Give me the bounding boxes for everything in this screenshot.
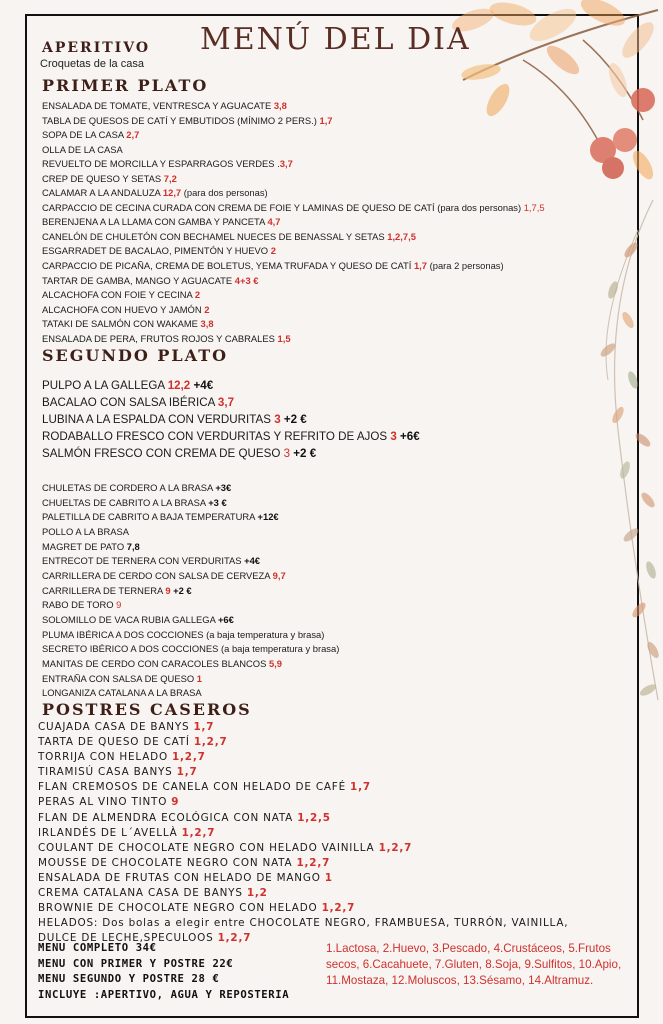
primer-dish: [42, 215, 545, 230]
meat-dish: [42, 496, 339, 511]
primer-dish: [42, 186, 545, 201]
allergen-codes: 7,2: [163, 172, 177, 184]
fish-dish: [42, 377, 420, 394]
allergen-codes: 9,7: [272, 569, 286, 581]
dish-name: TATAKI DE SALMÓN CON WAKAME: [42, 318, 201, 330]
primer-dish: [42, 244, 545, 259]
dish-name: ALCACHOFA CON HUEVO Y JAMÓN: [42, 303, 205, 315]
dish-name: CUAJADA CASA DE BANYS: [38, 721, 194, 733]
allergen-codes: 1: [324, 871, 333, 884]
allergen-codes: 1: [196, 672, 202, 684]
allergen-codes: 1,7: [413, 260, 428, 272]
allergen-codes: 1,2,7: [217, 932, 252, 945]
primer-plato-list: [42, 99, 545, 346]
allergen-codes: 3: [390, 430, 397, 444]
dish-name: ENSALADA DE FRUTAS CON HELADO DE MANGO: [38, 871, 325, 884]
fish-dish: [42, 411, 420, 428]
dessert-item: [38, 916, 568, 931]
price-supplement: +6€: [217, 613, 234, 625]
allergen-legend: 1.Lactosa, 2.Huevo, 3.Pescado, 4.Crustáceos, 5.Frutos secos, 6.Cacahuete, 7.Gluten, 8.Soja, 9.Sulfitos, 10.Apio, 11.Mostaza, 12.Moluscos, 13.Sésamo, 14.Altramuz.: [326, 942, 622, 988]
dessert-item: [38, 720, 568, 735]
allergen-codes: 4,7: [267, 216, 281, 228]
allergen-codes: 4+3 €: [234, 274, 259, 286]
price-supplement: +3 €: [208, 496, 227, 508]
meat-dish: [42, 481, 339, 496]
aperitivo-heading: APERITIVO: [42, 40, 151, 56]
dish-name: SOLOMILLO DE VACA RUBIA GALLEGA: [42, 613, 218, 625]
dish-note: (para dos personas): [181, 187, 268, 199]
dish-name: TABLA DE QUESOS DE CATÍ Y EMBUTIDOS (MÍNIMO 2 PERS.): [42, 114, 320, 126]
dish-name: POLLO A LA BRASA: [42, 525, 130, 537]
fish-dish: [42, 445, 420, 462]
postres-heading: POSTRES CASEROS: [42, 700, 252, 719]
dish-name: MAGRET DE PATO: [42, 540, 127, 552]
dish-name: RABO DE TORO: [42, 599, 117, 611]
dish-name: COULANT DE CHOCOLATE NEGRO CON HELADO VAINILLA: [38, 841, 379, 854]
allergen-codes: 2: [204, 303, 210, 315]
allergen-codes: 9: [171, 796, 180, 809]
dish-name: ENTRECOT DE TERNERA CON VERDURITAS: [42, 555, 245, 567]
allergen-codes: 9: [116, 599, 122, 611]
meat-dish: [42, 613, 339, 628]
dessert-item: [38, 765, 568, 780]
meat-dish: [42, 672, 339, 687]
allergen-codes: 1,2,7: [296, 856, 331, 869]
dessert-item: [38, 886, 568, 901]
dish-name: FLAN DE ALMENDRA ECOLÓGICA CON NATA: [38, 811, 298, 824]
allergen-codes: 3,7: [217, 396, 235, 410]
primer-dish: [42, 172, 545, 187]
dish-name: CREP DE QUESO Y SETAS: [42, 172, 164, 184]
segundo-fish-list: [42, 377, 420, 462]
allergen-codes: 2,7: [126, 129, 140, 141]
primer-dish: [42, 317, 545, 332]
dish-name: PALETILLA DE CABRITO A BAJA TEMPERATURA: [42, 511, 258, 523]
meat-dish: [42, 510, 339, 525]
price-supplement: +4€: [244, 555, 261, 567]
dessert-item: [38, 735, 568, 750]
allergen-codes: 1,2,7,5: [387, 230, 416, 242]
dish-name: SALMÓN FRESCO CON CREMA DE QUESO: [42, 447, 284, 461]
dish-name: BACALAO CON SALSA IBÉRICA: [42, 396, 218, 410]
primer-dish: [42, 303, 545, 318]
allergen-codes: 5,9: [268, 657, 282, 669]
frame-bottom-line: [25, 1016, 639, 1018]
dish-name: ENSALADA DE PERA, FRUTOS ROJOS Y CABRALES: [42, 332, 278, 344]
primer-dish: [42, 259, 545, 274]
menu-prices: [38, 941, 289, 1003]
meat-dish: [42, 569, 339, 584]
dish-name: TARTAR DE GAMBA, MANGO Y AGUACATE: [42, 274, 235, 286]
allergen-codes: 1,2,7: [321, 902, 356, 915]
dessert-item: [38, 811, 568, 826]
allergen-codes: 1,2,7: [172, 751, 206, 764]
meat-dish: [42, 584, 339, 599]
dish-name: OLLA DE LA CASA: [42, 143, 123, 155]
allergen-codes: 1,7: [350, 781, 371, 794]
dish-name: SOPA DE LA CASA: [42, 129, 127, 141]
allergen-codes: 3,8: [200, 318, 214, 330]
allergen-codes: 1,7: [193, 721, 215, 733]
price-supplement: +2 €: [290, 447, 317, 461]
dish-name: DULCE DE LECHE,SPECULOOS: [38, 932, 218, 945]
meat-dish: [42, 525, 339, 540]
menu-price-line: MENU COMPLETO 34€: [38, 942, 157, 954]
allergen-codes: 9: [165, 584, 171, 596]
price-supplement: 7,8: [126, 540, 140, 552]
dessert-item: [38, 841, 568, 856]
menu-price-line: INCLUYE :APERTIVO, AGUA Y REPOSTERIA: [38, 988, 290, 1001]
fish-dish: [42, 394, 420, 411]
allergen-codes: 12,2: [167, 379, 191, 392]
meat-dish: [42, 540, 339, 555]
meat-dish: [42, 554, 339, 569]
segundo-meat-list: [42, 481, 339, 701]
allergen-codes: 1,5: [277, 332, 291, 344]
dish-name: CHULETAS DE CORDERO A LA BRASA: [42, 482, 216, 493]
allergen-codes: 3,7: [279, 158, 293, 170]
dish-name: CARRILLERA DE CERDO CON SALSA DE CERVEZA: [42, 569, 273, 581]
dish-name: TIRAMISÚ CASA BANYS: [38, 766, 177, 779]
dessert-item: [38, 871, 568, 886]
dish-name: SECRETO IBÉRICO A DOS COCCIONES (a baja temperatura y brasa): [42, 643, 340, 655]
postres-list: [38, 720, 568, 946]
allergen-codes: 12,7: [162, 187, 182, 199]
primer-dish: [42, 157, 545, 172]
allergen-codes: 1,7: [176, 766, 198, 779]
dish-name: PLUMA IBÉRICA A DOS COCCIONES (a baja temperatura y brasa): [42, 628, 325, 640]
dessert-item: [38, 901, 568, 916]
dish-name: TARTA DE QUESO DE CATÍ: [38, 736, 194, 749]
allergen-codes: 1,7,5: [523, 201, 545, 213]
dish-name: HELADOS: Dos bolas a elegir entre CHOCOLATE NEGRO, FRAMBUESA, TURRÓN, VAINILLA,: [38, 917, 569, 930]
menu-price-line: MENU SEGUNDO Y POSTRE 28 €: [38, 973, 220, 986]
dish-name: MANITAS DE CERDO CON CARACOLES BLANCOS: [42, 657, 269, 669]
price-supplement: +3€: [215, 482, 232, 493]
fish-dish: [42, 428, 420, 445]
primer-dish: [42, 274, 545, 289]
allergen-codes: 3: [283, 447, 291, 461]
dish-name: REVUELTO DE MORCILLA Y ESPARRAGOS VERDES .: [42, 158, 280, 170]
dish-name: RODABALLO FRESCO CON VERDURITAS Y REFRITO DE AJOS: [42, 430, 391, 444]
allergen-codes: 1,7: [319, 114, 333, 126]
dish-name: CARPACCIO DE CECINA CURADA CON CREMA DE FOIE Y LAMINAS DE QUESO DE CATÍ (para dos personas): [42, 201, 524, 213]
dish-name: CANELÓN DE CHULETÓN CON BECHAMEL NUECES DE BENASSAL Y SETAS: [42, 230, 388, 242]
allergen-codes: 2: [270, 245, 276, 257]
aperitivo-item: Croquetas de la casa: [40, 58, 144, 70]
allergen-codes: 1,2,7: [378, 841, 413, 854]
allergen-codes: 1,2,5: [297, 811, 331, 824]
price-supplement: +2 €: [170, 584, 192, 596]
dish-name: BROWNIE DE CHOCOLATE NEGRO CON HELADO: [38, 902, 322, 915]
dessert-item: [38, 856, 568, 871]
primer-dish: [42, 288, 545, 303]
dish-name: ALCACHOFA CON FOIE Y CECINA: [42, 289, 195, 301]
allergen-codes: 1,2,7: [193, 736, 228, 749]
dish-name: ENTRAÑA CON SALSA DE QUESO: [42, 672, 197, 684]
dessert-item: [38, 780, 568, 795]
primer-dish: [42, 114, 545, 129]
primer-dish: [42, 332, 545, 347]
price-supplement: +12€: [257, 511, 279, 523]
dish-name: TORRIJA CON HELADO: [38, 751, 173, 764]
primer-dish: [42, 128, 545, 143]
dish-name: LUBINA A LA ESPALDA CON VERDURITAS: [42, 413, 275, 427]
dish-name: BERENJENA A LA LLAMA CON GAMBA Y PANCETA: [42, 216, 268, 228]
allergen-codes: 1,2,7: [181, 826, 216, 839]
dish-name: IRLANDÉS DE L´AVELLÀ: [38, 826, 182, 839]
dish-name: CARRILLERA DE TERNERA: [42, 584, 166, 596]
primer-plato-heading: PRIMER PLATO: [42, 76, 209, 95]
meat-dish: [42, 686, 339, 701]
dish-name: CREMA CATALANA CASA DE BANYS: [38, 887, 247, 900]
dish-name: ESGARRADET DE BACALAO, PIMENTÓN Y HUEVO: [42, 245, 271, 257]
price-supplement: +2 €: [280, 413, 307, 427]
allergen-codes: 3,8: [273, 100, 287, 111]
dish-name: CALAMAR A LA ANDALUZA: [42, 187, 163, 199]
price-supplement: +6€: [396, 430, 420, 444]
primer-dish: [42, 230, 545, 245]
dessert-item: [38, 826, 568, 841]
primer-dish: [42, 99, 545, 114]
dish-note: (para 2 personas): [427, 260, 504, 272]
allergen-codes: 1,2: [246, 887, 268, 900]
dish-name: MOUSSE DE CHOCOLATE NEGRO CON NATA: [38, 856, 297, 869]
primer-dish: [42, 201, 545, 216]
dish-name: PULPO A LA GALLEGA: [42, 379, 168, 392]
dessert-item: [38, 750, 568, 765]
dish-name: CARPACCIO DE PICAÑA, CREMA DE BOLETUS, YEMA TRUFADA Y QUESO DE CATÍ: [42, 260, 414, 272]
dish-name: LONGANIZA CATALANA A LA BRASA: [42, 687, 202, 699]
meat-dish: [42, 598, 339, 613]
segundo-plato-heading: SEGUNDO PLATO: [42, 346, 229, 365]
price-supplement: +4€: [190, 379, 214, 392]
allergen-codes: 3: [274, 413, 281, 427]
dish-name: ENSALADA DE TOMATE, VENTRESCA Y AGUACATE: [42, 100, 274, 111]
primer-dish: [42, 143, 545, 158]
meat-dish: [42, 657, 339, 672]
meat-dish: [42, 642, 339, 657]
allergen-codes: 2: [194, 289, 201, 301]
dish-name: PERAS AL VINO TINTO: [38, 796, 172, 809]
menu-price-line: MENU CON PRIMER Y POSTRE 22€: [38, 957, 234, 970]
meat-dish: [42, 628, 339, 643]
dessert-item: [38, 795, 568, 810]
dish-name: CHUELTAS DE CABRITO A LA BRASA: [42, 496, 209, 508]
menu-title: MENÚ DEL DIA: [200, 22, 471, 57]
dish-name: FLAN CREMOSOS DE CANELA CON HELADO DE CAFÉ: [38, 781, 351, 794]
